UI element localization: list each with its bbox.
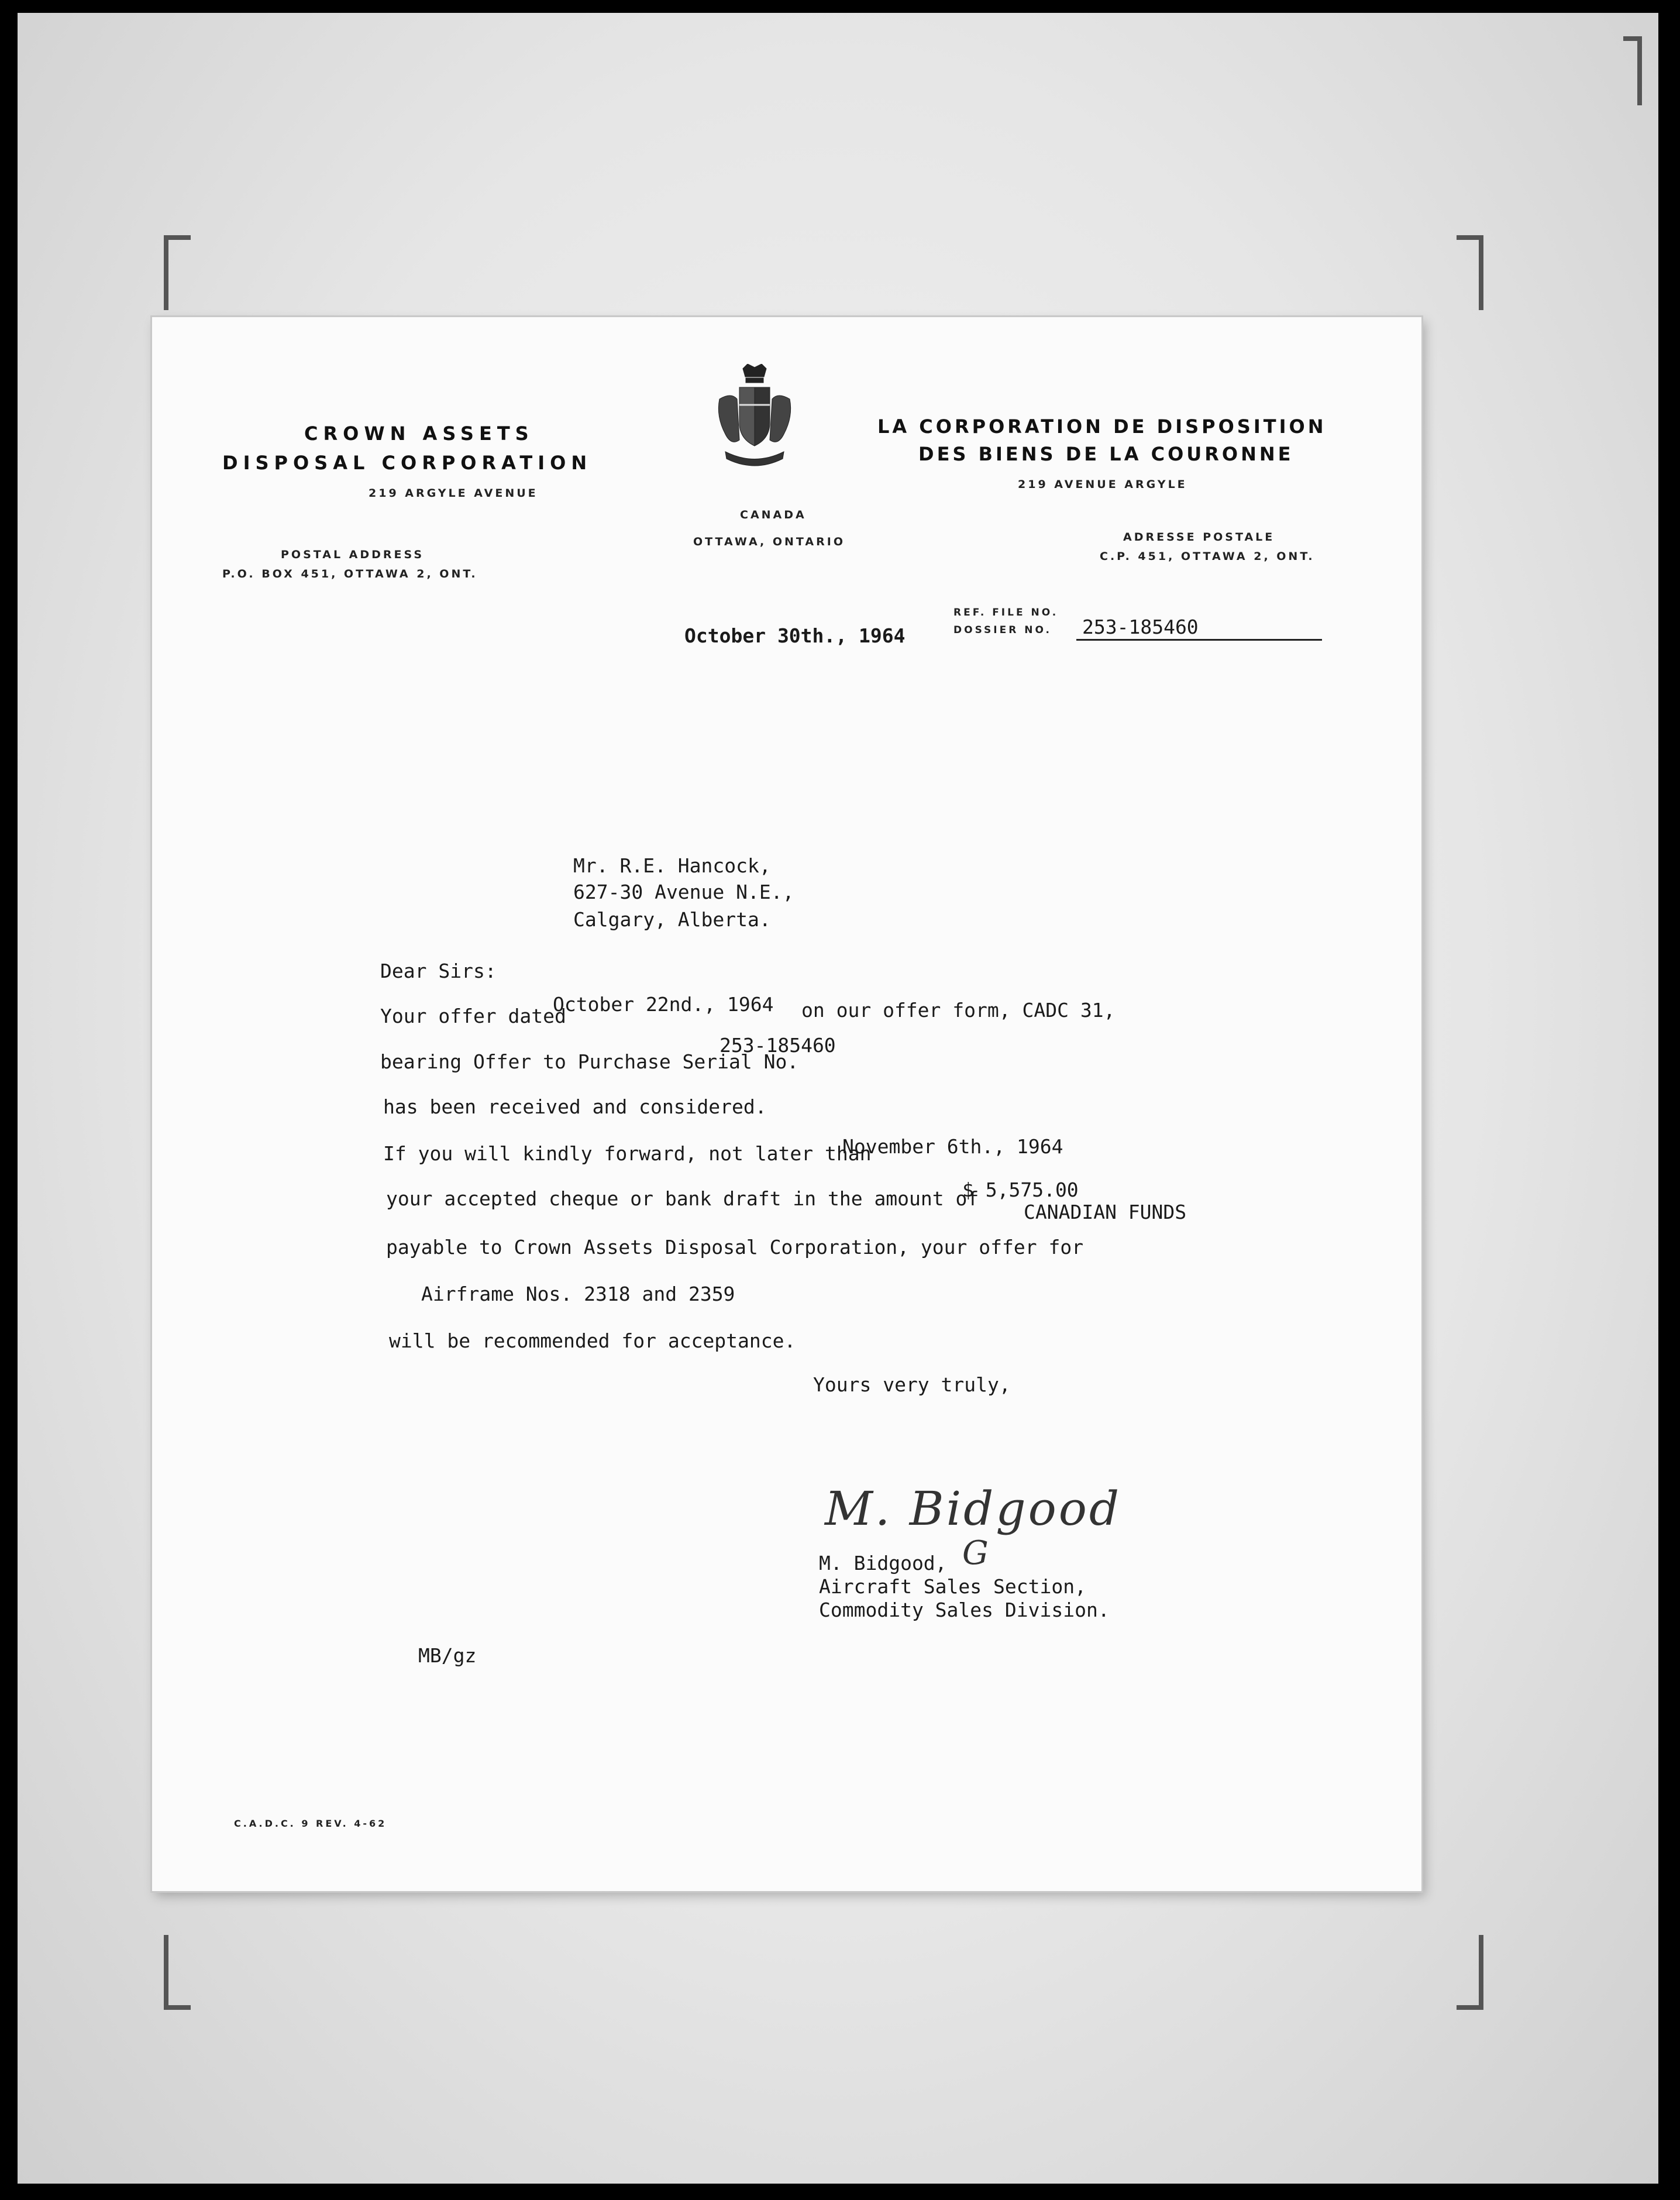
serial-prefix: bearing Offer to Purchase Serial No.	[380, 1050, 799, 1073]
forward-prefix: If you will kindly forward, not later than	[383, 1142, 872, 1165]
crop-mark-corner	[1623, 36, 1642, 105]
postal-label-en: POSTAL ADDRESS	[281, 548, 425, 561]
typist-initials: MB/gz	[418, 1644, 477, 1667]
signatory-section: Aircraft Sales Section,	[819, 1575, 1086, 1598]
letterhead-name-en-line1: CROWN ASSETS	[304, 422, 534, 445]
offer-suffix: on our offer form, CADC 31,	[801, 999, 1116, 1022]
crop-mark-top-right	[1457, 235, 1483, 310]
coat-of-arms-icon	[714, 364, 796, 475]
handwritten-signature: M. Bidgood	[825, 1481, 1122, 1536]
ref-file-label-fr: DOSSIER NO.	[953, 624, 1052, 636]
crop-mark-bottom-right	[1457, 1935, 1483, 2010]
letter-date: October 30th., 1964	[684, 624, 906, 647]
amount-value: $ 5,575.00	[962, 1178, 1079, 1201]
offer-prefix: Your offer dated	[380, 1005, 566, 1027]
ref-file-number: 253-185460	[1082, 616, 1199, 638]
currency: CANADIAN FUNDS	[1024, 1201, 1187, 1223]
forward-date: November 6th., 1964	[842, 1135, 1063, 1158]
letterhead-street-fr: 219 AVENUE ARGYLE	[1018, 478, 1187, 491]
postal-address-fr: C.P. 451, OTTAWA 2, ONT.	[1100, 550, 1315, 563]
received-line: has been received and considered.	[383, 1095, 767, 1118]
recipient-line2: 627-30 Avenue N.E.,	[573, 881, 794, 903]
signatory-initial: G	[962, 1534, 991, 1572]
salutation: Dear Sirs:	[380, 960, 497, 982]
recipient-line1: Mr. R.E. Hancock,	[573, 854, 771, 877]
letterhead-name-fr-line2: DES BIENS DE LA COURONNE	[918, 443, 1294, 465]
recipient-line3: Calgary, Alberta.	[573, 908, 771, 931]
item-line: Airframe Nos. 2318 and 2359	[421, 1283, 735, 1305]
serial-number: 253-185460	[719, 1034, 836, 1057]
recommend-line: will be recommended for acceptance.	[389, 1329, 796, 1352]
letterhead-city: OTTAWA, ONTARIO	[693, 535, 845, 548]
offer-date: October 22nd., 1964	[553, 993, 774, 1016]
ref-file-label-en: REF. FILE NO.	[953, 607, 1059, 618]
crop-mark-top-left	[164, 235, 191, 310]
closing: Yours very truly,	[813, 1373, 1011, 1396]
photo-frame	[18, 13, 1658, 2184]
postal-address-en: P.O. BOX 451, OTTAWA 2, ONT.	[222, 568, 478, 580]
crop-mark-bottom-left	[164, 1935, 191, 2010]
amount-prefix: your accepted cheque or bank draft in the amount of	[386, 1187, 979, 1210]
signatory-name: M. Bidgood,	[819, 1552, 947, 1575]
signatory-division: Commodity Sales Division.	[819, 1599, 1110, 1621]
letter-page	[152, 317, 1421, 1891]
form-code: C.A.D.C. 9 REV. 4-62	[234, 1818, 387, 1829]
letterhead-name-fr-line1: LA CORPORATION DE DISPOSITION	[877, 415, 1327, 438]
ref-file-underline	[1076, 639, 1322, 641]
letterhead-name-en-line2: DISPOSAL CORPORATION	[222, 452, 593, 474]
letterhead-street-en: 219 ARGYLE AVENUE	[369, 487, 538, 500]
payable-line: payable to Crown Assets Disposal Corporation, your offer for	[386, 1236, 1084, 1259]
postal-label-fr: ADRESSE POSTALE	[1123, 531, 1275, 544]
letterhead-country: CANADA	[740, 508, 807, 521]
